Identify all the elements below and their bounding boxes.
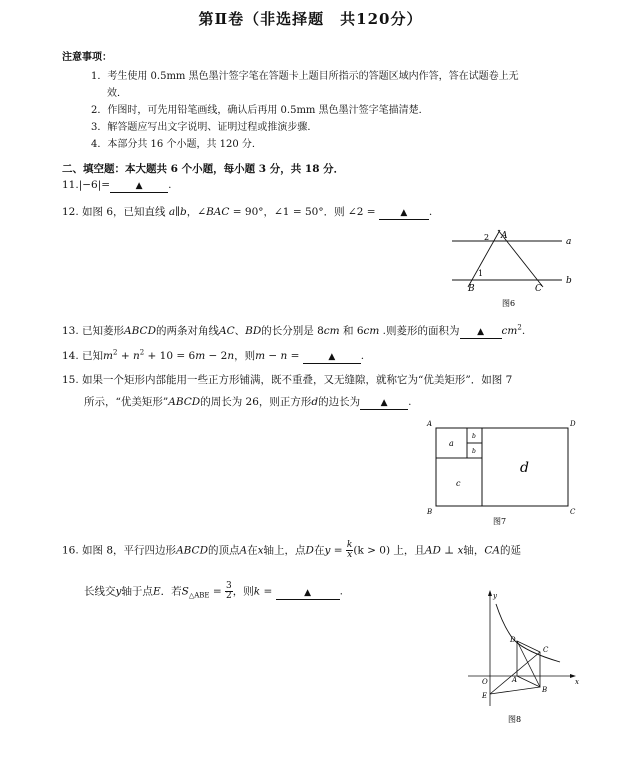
- fig7-label-c: c: [456, 479, 461, 488]
- q15-text-2: 的周长为 26，则正方形: [200, 396, 312, 408]
- q16-text-2: 的顶点: [208, 544, 240, 557]
- q13-sep: 、: [234, 325, 246, 337]
- fig7-label-C: C: [570, 508, 576, 516]
- q11-expression: |−6|=: [78, 179, 111, 191]
- q16-x: x: [257, 544, 264, 557]
- q16-y: y: [324, 544, 331, 557]
- q14-m3: m: [255, 350, 266, 362]
- q16-k2: k: [253, 585, 261, 598]
- fig6-label-A: A: [501, 231, 508, 241]
- q16-answer-blank[interactable]: [276, 587, 340, 600]
- q15-blank-mark: ▲: [380, 398, 388, 408]
- question-16-line-1: [62, 541, 521, 560]
- q16-k: k: [346, 540, 353, 550]
- q12-blank-mark: ▲: [400, 208, 408, 218]
- q14-m: m: [103, 350, 114, 362]
- figure-6: [440, 224, 580, 312]
- q16-fnum: 3: [226, 581, 232, 591]
- q14-n-exp: 2: [139, 348, 145, 357]
- q14-m2: m: [195, 350, 206, 362]
- q16-ad: AD: [424, 544, 441, 557]
- q16-text-8: 长线交: [84, 585, 116, 598]
- q13-text-3: 的长分别是 8: [261, 325, 324, 337]
- fig8-label-B: B: [542, 686, 548, 694]
- question-13: [62, 323, 525, 339]
- q16-text-10: ．若: [160, 585, 182, 598]
- q16-fraction-3-2: [225, 582, 233, 601]
- fig7-label-a: a: [449, 439, 454, 448]
- q16-d: D: [305, 544, 314, 557]
- q16-text-3: 在: [247, 544, 258, 557]
- fig8-label-E: E: [482, 692, 488, 700]
- q14-plus: +: [117, 350, 133, 362]
- fig6-label-b: b: [566, 276, 572, 286]
- q16-y2: y: [115, 585, 122, 598]
- q13-square: 2: [517, 323, 522, 332]
- figure-7: [424, 418, 580, 530]
- q14-rest: + 10 = 6: [144, 350, 196, 362]
- q14-eq: =: [287, 350, 303, 362]
- question-15-line-2: [84, 394, 411, 410]
- fig8-diagonal: [517, 641, 540, 687]
- note-item-1: 1．考生使用 0.5mm 黑色墨汁签字笔在答题卡上题目所指示的答题区域内作答，答在试题卷上无: [91, 71, 519, 82]
- q15-end: .: [408, 396, 412, 408]
- q13-abcd: ABCD: [124, 325, 156, 337]
- section-heading: 二、填空题：本大题共 6 个小题，每小题 3 分，共 18 分．: [62, 163, 345, 175]
- q13-bd: BD: [245, 325, 262, 337]
- q11-number: 11.: [62, 179, 79, 191]
- q14-blank-mark: ▲: [328, 352, 336, 362]
- q14-n: n: [132, 350, 140, 362]
- q16-abcd: ABCD: [176, 544, 209, 557]
- fig8-hyperbola: [496, 604, 560, 662]
- q14-m-exp: 2: [113, 348, 118, 357]
- fig7-label-D: D: [570, 420, 576, 428]
- fig6-label-2: 2: [484, 233, 490, 242]
- q13-ac: AC: [219, 325, 235, 337]
- q16-condition: (k > 0) 上，且: [353, 544, 425, 557]
- q16-e: E: [152, 585, 161, 598]
- fig8-label-y: y: [493, 592, 497, 600]
- question-11: [62, 179, 171, 193]
- q16-end: .: [339, 585, 343, 598]
- fig8-y-arrow: [488, 590, 492, 596]
- q11-blank-mark: ▲: [135, 181, 143, 191]
- note-item-1-cont: 效．: [107, 88, 127, 99]
- q15-abcd: ABCD: [168, 396, 201, 408]
- q14-n2: n: [227, 350, 235, 362]
- q16-perp: ⊥: [440, 544, 458, 557]
- q15-text: 所示，“优美矩形”: [84, 396, 169, 408]
- q12-text: 12. 如图 6，已知直线: [62, 206, 166, 218]
- q13-unit: cm: [501, 325, 518, 337]
- q16-text: 16. 如图 8，平行四边形: [62, 544, 177, 557]
- fig8-label-O: O: [482, 678, 488, 686]
- q12-var-a: a: [168, 206, 176, 218]
- q16-blank-mark: ▲: [304, 587, 312, 598]
- q12-answer-blank[interactable]: [379, 207, 429, 220]
- fig7-label-b2: b: [472, 448, 476, 455]
- question-15-line-1: 15. 如果一个矩形内部能用一些正方形铺满，既不重叠，又无缝隙，就称它为“优美矩形”．如图 7: [62, 374, 513, 386]
- q16-fden: 2: [226, 591, 232, 601]
- q16-ca: CA: [484, 544, 501, 557]
- q16-text-6: 轴，: [463, 544, 485, 557]
- q14-n3: n: [280, 350, 288, 362]
- q16-text-7: 的延: [500, 544, 522, 557]
- q16-text-5: 在: [313, 544, 325, 557]
- q12-parallel: ∥: [175, 206, 181, 218]
- q16-x-den: x: [347, 550, 353, 560]
- q14-text: 14. 已知: [62, 350, 104, 362]
- fig6-caption: 图6: [502, 299, 516, 308]
- q16-eq2: =: [209, 585, 225, 598]
- figure-8: [460, 586, 585, 736]
- q11-answer-blank[interactable]: [110, 180, 168, 193]
- q16-a: A: [239, 544, 248, 557]
- fig8-label-A: A: [512, 676, 518, 684]
- q15-answer-blank[interactable]: [360, 397, 408, 410]
- fig6-label-B: B: [468, 284, 475, 294]
- q13-end: .: [521, 325, 526, 337]
- fig7-caption: 图7: [493, 517, 507, 526]
- q16-text-4: 轴上，点: [263, 544, 306, 557]
- q16-x2: x: [457, 544, 464, 557]
- q16-sub: △ABE: [188, 591, 210, 600]
- fig8-caption: 图8: [508, 715, 522, 724]
- question-16-line-2: [84, 582, 343, 601]
- q13-answer-blank[interactable]: [460, 326, 502, 339]
- note-item-3: 3．解答题应写出文字说明、证明过程或推演步骤．: [91, 122, 318, 133]
- note-item-4: 4．本部分共 16 个小题，共 120 分．: [91, 139, 262, 150]
- q16-s: S: [181, 585, 189, 598]
- note-item-2: 2．作图时，可先用铅笔画线，确认后再用 0.5mm 黑色墨汁签字笔描清楚．: [91, 105, 429, 116]
- fig7-rect-abcd: [436, 428, 568, 506]
- q16-text-11: ，则: [232, 585, 254, 598]
- q14-end: .: [360, 350, 365, 362]
- fig6-label-C: C: [535, 284, 542, 294]
- q11-end: .: [168, 179, 172, 191]
- fig7-label-B: B: [427, 508, 433, 516]
- fig8-label-x: x: [575, 678, 579, 686]
- fig6-label-1: 1: [478, 269, 484, 278]
- page-title: 第Ⅱ卷（非选择题 共120分）: [198, 10, 423, 28]
- q13-text-5: .则菱形的面积为: [379, 325, 460, 337]
- q14-then: ，则: [234, 350, 256, 362]
- question-14: [62, 348, 364, 364]
- fig7-label-d: d: [520, 460, 529, 476]
- q16-eq: =: [330, 544, 346, 557]
- q13-cm-2: cm: [363, 325, 380, 337]
- q14-minus: − 2: [205, 350, 228, 362]
- question-12: [62, 204, 432, 220]
- fig8-label-C: C: [543, 646, 549, 654]
- q13-blank-mark: ▲: [477, 327, 484, 337]
- q12-angle: ，∠: [186, 206, 207, 218]
- q12-condition: = 90°，∠1 = 50°．则 ∠2 =: [229, 206, 379, 218]
- fig6-label-a: a: [566, 237, 572, 247]
- q16-text-9: 轴于点: [121, 585, 153, 598]
- q12-bac: BAC: [206, 206, 230, 218]
- fig7-label-A: A: [427, 420, 433, 428]
- q13-text-4: 和 6: [339, 325, 364, 337]
- fig7-label-b1: b: [472, 433, 476, 440]
- q13-text-2: 的两条对角线: [156, 325, 219, 337]
- q14-answer-blank[interactable]: [303, 351, 361, 364]
- q13-cm-1: cm: [323, 325, 340, 337]
- q12-var-b: b: [180, 206, 187, 218]
- q13-text: 13. 已知菱形: [62, 325, 125, 337]
- q14-dash: −: [265, 350, 281, 362]
- q16-eq3: =: [260, 585, 276, 598]
- notes-heading: 注意事项：: [62, 52, 112, 63]
- q12-end: .: [428, 206, 433, 218]
- q15-d: d: [311, 396, 319, 408]
- q15-text-3: 的边长为: [318, 396, 361, 408]
- fig8-label-D: D: [510, 636, 516, 644]
